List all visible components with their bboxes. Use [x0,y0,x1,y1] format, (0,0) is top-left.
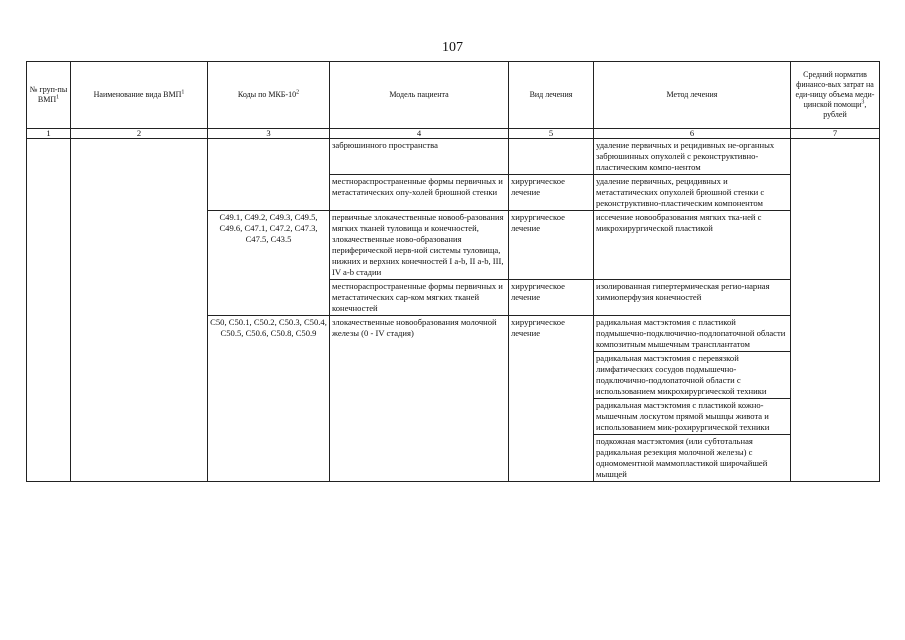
header-icd-codes: Коды по МКБ-$10^2$ [208,62,330,129]
vmp-name-cell [71,139,208,482]
patient-model-cell: местнораспространенные формы первичных и метастатических опу-холей брюшной стенки [330,175,509,211]
column-number: 4 [330,129,509,139]
header-average-cost: Средний норматив финансо-вых затрат на еди-ницу объема меди-цинской помощи$^3$, рублей [791,62,880,129]
medical-care-table [26,61,880,482]
treatment-method-cell: удаление первичных, рецидивных и метастатических опухолей брюшной стенки с реконструктивно-пластическим компонентом [594,175,791,211]
column-number-row [27,129,880,139]
treatment-type-cell: хирургическое лечение [509,175,594,211]
icd-codes-cell: C49.1, C49.2, C49.3, C49.5, C49.6, C47.1, C47.2, C47.3, C47.5, C43.5 [208,211,330,316]
average-cost-cell [791,139,880,482]
treatment-type-cell [509,139,594,175]
header-treatment-method: Метод лечения [594,62,791,129]
treatment-method-cell: радикальная мастэктомия с пластикой кожно-мышечным лоскутом прямой мышцы живота и использованием мик-рохирургической техники [594,399,791,435]
patient-model-cell: первичные злокачественные новооб-разования мягких тканей туловища и конечностей, злокачественные ново-образования периферической нерв-ной системы туловища, нижних и верхних конечностей I a-b, II a-b, III, IV a-b стадии [330,211,509,280]
column-number: 6 [594,129,791,139]
header-vmp-name: Наименование вида ВМП$^1$ [71,62,208,129]
header-treatment-type: Вид лечения [509,62,594,129]
treatment-method-cell: иссечение новообразования мягких тка-ней с микрохирургической пластикой [594,211,791,280]
column-number: 1 [27,129,71,139]
treatment-type-cell: хирургическое лечение [509,316,594,482]
treatment-method-cell: изолированная гипертермическая регио-нарная химиоперфузия конечностей [594,280,791,316]
table-header-row [27,62,880,129]
column-number: 5 [509,129,594,139]
patient-model-cell: местнораспространенные формы первичных и метастатических сар-ком мягких тканей конечностей [330,280,509,316]
column-number: 3 [208,129,330,139]
treatment-method-cell: радикальная мастэктомия с пластикой подмышечно-подключично-подлопаточной области композитным мышечным трансплантатом [594,316,791,352]
treatment-type-cell: хирургическое лечение [509,280,594,316]
group-number-cell [27,139,71,482]
treatment-method-cell: радикальная мастэктомия с перевязкой лимфатических сосудов подмышечно-подключично-подлопаточной области с использованием микрохирургической техники [594,352,791,399]
column-number: 2 [71,129,208,139]
icd-codes-cell [208,139,330,211]
treatment-method-cell: удаление первичных и рецидивных не-органных забрюшинных опухолей с реконструктивно-пластическим компо-нентом [594,139,791,175]
header-group-number: № груп-пы ВМП$^1$ [27,62,71,129]
patient-model-cell: злокачественные новообразования молочной железы (0 - IV стадия) [330,316,509,482]
treatment-type-cell: хирургическое лечение [509,211,594,280]
icd-codes-cell: C50, C50.1, C50.2, C50.3, C50.4, C50.5, C50.6, C50.8, C50.9 [208,316,330,482]
header-patient-model: Модель пациента [330,62,509,129]
table-row [27,139,880,175]
page-number: 107 [442,40,463,55]
patient-model-cell: забрюшинного пространства [330,139,509,175]
column-number: 7 [791,129,880,139]
treatment-method-cell: подкожная мастэктомия (или субтотальная радикальная резекция молочной железы) с одномоментной маммопластикой широчайшей мышцей [594,435,791,482]
